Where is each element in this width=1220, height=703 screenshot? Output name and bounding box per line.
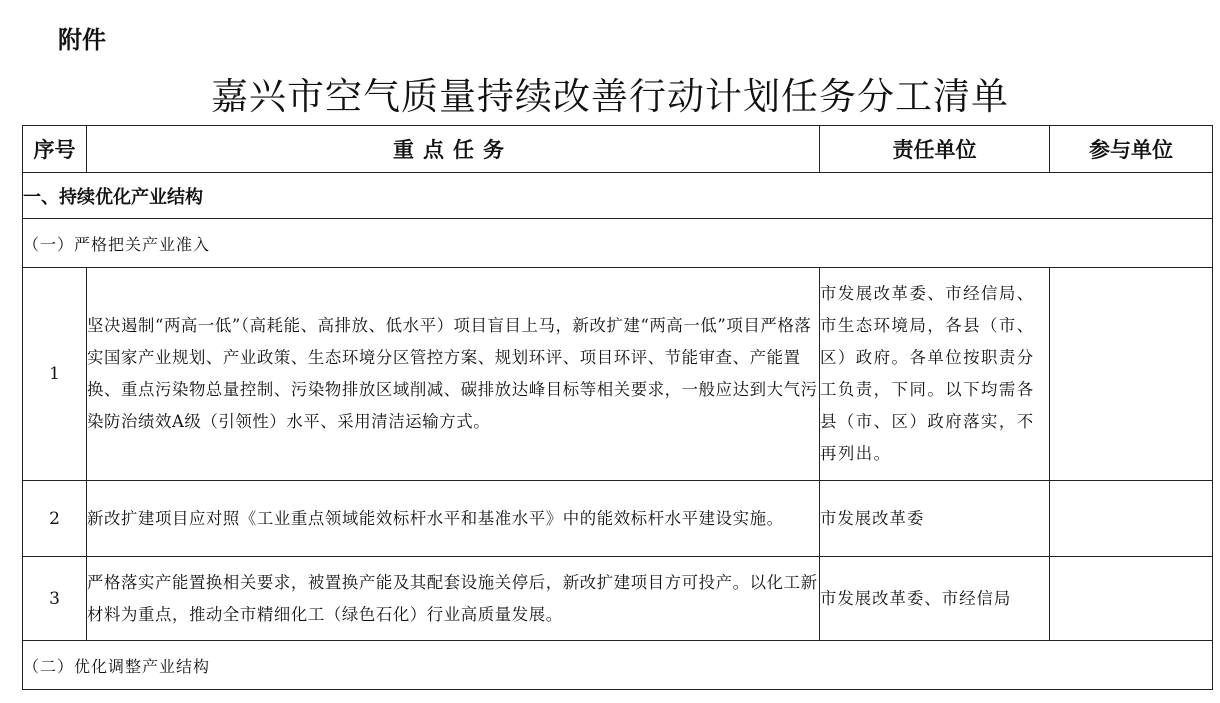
section-row [23,173,1213,219]
document-title: 嘉兴市空气质量持续改善行动计划任务分工清单 [211,75,1009,118]
participating-unit [1050,557,1213,641]
header-no: 序号 [23,126,87,173]
responsible-unit: 市发展改革委、市经信局、市生态环境局，各县（市、区）政府。各单位按职责分工负责，下同。以下均需各县（市、区）政府落实，不再列出。 [820,268,1050,481]
row-number: 2 [23,481,87,557]
table-row [23,481,1213,557]
table-row [23,268,1213,481]
subsection-row [23,641,1213,690]
header-task: 重点任务 [87,126,820,173]
attachment-label: 附件 [58,26,106,54]
subsection-heading: （二）优化调整产业结构 [23,641,1213,690]
subsection-row [23,219,1213,268]
responsible-unit: 市发展改革委 [820,481,1050,557]
participating-unit [1050,481,1213,557]
task-text: 新改扩建项目应对照《工业重点领域能效标杆水平和基准水平》中的能效标杆水平建设实施。 [87,481,820,557]
subsection-heading: （一）严格把关产业准入 [23,219,1213,268]
table-row [23,557,1213,641]
table-header-row [23,126,1213,173]
responsible-unit: 市发展改革委、市经信局 [820,557,1050,641]
header-participating: 参与单位 [1050,126,1213,173]
row-number: 1 [23,268,87,481]
row-number: 3 [23,557,87,641]
task-text: 严格落实产能置换相关要求，被置换产能及其配套设施关停后，新改扩建项目方可投产。以化工新材料为重点，推动全市精细化工（绿色石化）行业高质量发展。 [87,557,820,641]
task-text: 坚决遏制“两高一低”（高耗能、高排放、低水平）项目盲目上马，新改扩建“两高一低”项目严格落实国家产业规划、产业政策、生态环境分区管控方案、规划环评、项目环评、节能审查、产能置换、重点污染物总量控制、污染物排放区域削减、碳排放达峰目标等相关要求，一般应达到大气污染防治绩效A级（引领性）水平、采用清洁运输方式。 [87,268,820,481]
header-responsible: 责任单位 [820,126,1050,173]
participating-unit [1050,268,1213,481]
section-heading: 一、持续优化产业结构 [23,173,1213,219]
task-table [22,125,1213,690]
